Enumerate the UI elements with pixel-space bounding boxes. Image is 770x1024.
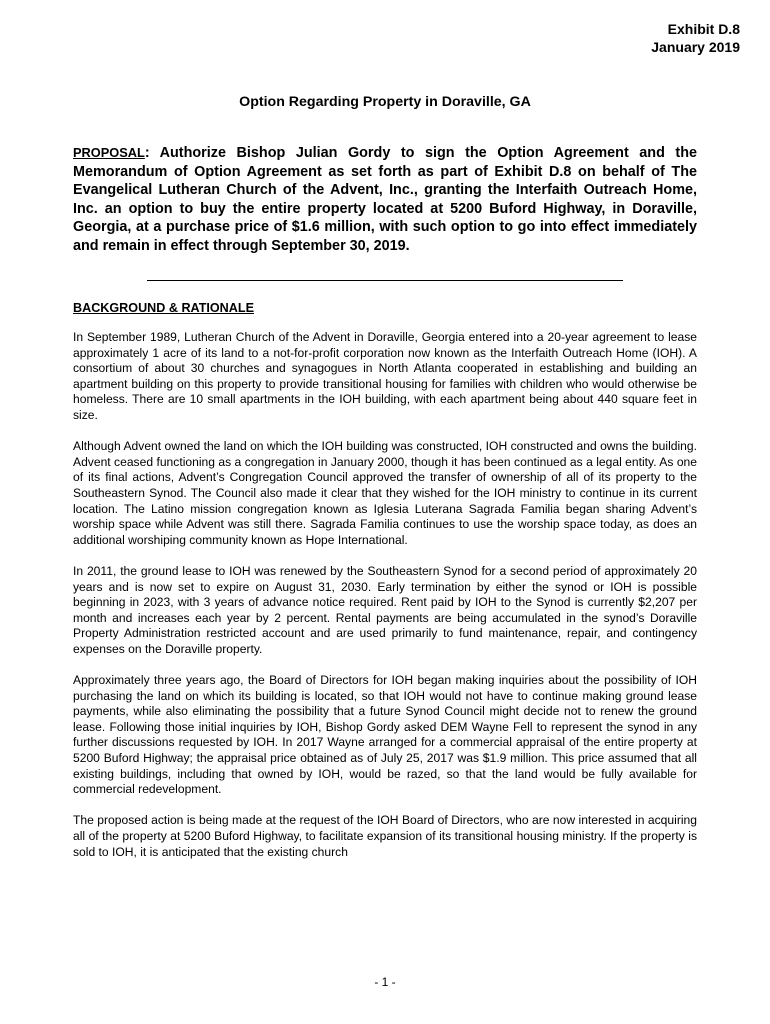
page-number: - 1 -	[374, 975, 396, 989]
background-heading: BACKGROUND & RATIONALE	[73, 301, 254, 315]
proposal-paragraph	[73, 144, 697, 255]
background-paragraph-5: The proposed action is being made at the request of the IOH Board of Directors, who are now interested in acquiring all of the property at 5200 Buford Highway, to facilitate expansion of its transitional housing ministry. If the property is sold to IOH, it is anticipated that the existing church	[73, 813, 697, 859]
exhibit-label: Exhibit D.8	[667, 21, 740, 37]
exhibit-date: January 2019	[651, 39, 740, 55]
exhibit-header	[651, 20, 740, 56]
background-paragraph-2: Although Advent owned the land on which the IOH building was constructed, IOH constructed and owns the building. Advent ceased functioning as a congregation in January 2000, though it has been continued as a legal entity. As one of its final actions, Advent’s Congregation Council approved the transfer of ownership of all of its property to the Southeastern Synod. The Council also made it clear that they wished for the IOH ministry to continue in its current location. The Latino mission congregation known as Iglesia Luterana Sagrada Familia began sharing Advent’s worship space while Advent was still there. Sagrada Familia continues to use the worship space today, as does an additional worshiping community known as Hope International.	[73, 439, 697, 547]
document-title: Option Regarding Property in Doraville, GA	[239, 94, 531, 110]
background-paragraph-3: In 2011, the ground lease to IOH was renewed by the Southeastern Synod for a second period of approximately 20 years and is now set to expire on August 31, 2030. Early termination by either the synod or IOH is possible beginning in 2023, with 3 years of advance notice required. Rent paid by IOH to the Synod is currently $2,207 per month and increases each year by 2 percent. Rental payments are being accumulated in the synod’s Doraville Property Administration restricted account and are used primarily to fund maintenance, repair, and contingency expenses on the Doraville property.	[73, 563, 697, 656]
proposal-text: : Authorize Bishop Julian Gordy to sign the Option Agreement and the Memorandum of Option Agreement as set forth as part of Exhibit D.8 on behalf of The Evangelical Lutheran Church of the Advent, Inc., granting the Interfaith Outreach Home, Inc. an option to buy the entire property located at 5200 Buford Highway, in Doraville, Georgia, at a purchase price of $1.6 million, with such option to go into effect immediately and remain in effect through September 30, 2019.	[73, 145, 697, 254]
background-paragraph-1: In September 1989, Lutheran Church of the Advent in Doraville, Georgia entered into a 20-year agreement to lease approximately 1 acre of its land to a not-for-profit corporation now known as the Interfaith Outreach Home (IOH). A consortium of about 30 churches and synagogues in North Atlanta cooperated in establishing and building an apartment building on this property to provide transitional housing for families with children who would otherwise be homeless. There are 10 small apartments in the IOH building, with each apartment being about 440 square feet in size.	[73, 330, 697, 422]
background-paragraph-4: Approximately three years ago, the Board of Directors for IOH began making inquiries about the possibility of IOH purchasing the land on which its building is located, so that IOH would not have to continue making ground lease payments, while also eliminating the possibility that a future Synod Council might decide not to renew the ground lease. Following those initial inquiries by IOH, Bishop Gordy asked DEM Wayne Fell to represent the synod in any further discussions requested by IOH. In 2017 Wayne arranged for a commercial appraisal of the entire property at 5200 Buford Highway; the appraisal price obtained as of July 25, 2017 was $1.9 million. This price assumed that all existing buildings, including that owned by IOH, would be razed, so that the land would be fully available for commercial redevelopment.	[73, 673, 697, 797]
proposal-label: PROPOSAL	[73, 145, 145, 160]
background-body	[73, 330, 697, 876]
section-divider	[147, 280, 623, 281]
